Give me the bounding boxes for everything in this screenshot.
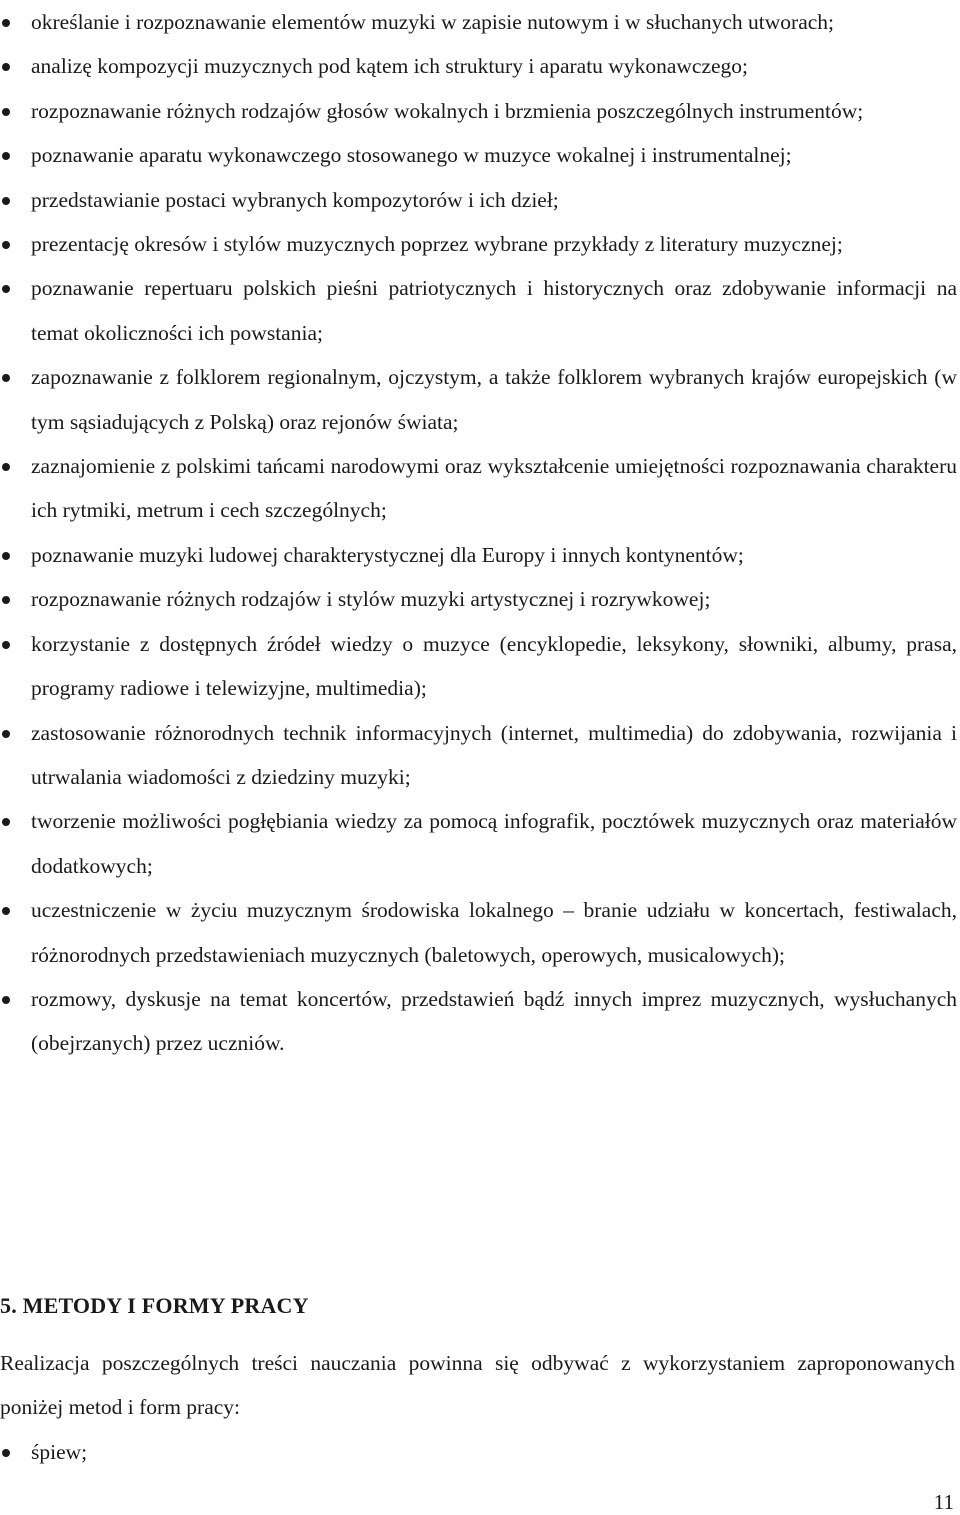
bullet-icon	[2, 818, 10, 826]
list-item: zastosowanie różnorodnych technik informacyjnych (internet, multimedia) do zdobywania, rozwijania i utrwalania wiadomości z dziedziny muzyki;	[0, 711, 957, 800]
bullet-icon	[2, 19, 10, 27]
bullet-icon	[2, 63, 10, 71]
list-item: śpiew;	[0, 1430, 957, 1474]
bullet-icon	[2, 108, 10, 116]
bullet-icon	[2, 285, 10, 293]
list-item: zapoznawanie z folklorem regionalnym, ojczystym, a także folklorem wybranych krajów europejskich (w tym sąsiadujących z Polską) oraz rejonów świata;	[0, 355, 957, 444]
list-item: zaznajomienie z polskimi tańcami narodowymi oraz wykształcenie umiejętności rozpoznawania charakteru ich rytmiki, metrum i cech szczególnych;	[0, 444, 957, 533]
bullet-icon	[2, 152, 10, 160]
list-item: korzystanie z dostępnych źródeł wiedzy o muzyce (encyklopedie, leksykony, słowniki, albumy, prasa, programy radiowe i telewizyjne, multimedia);	[0, 622, 957, 711]
bullet-icon	[2, 552, 10, 560]
list-item: prezentację okresów i stylów muzycznych poprzez wybrane przykłady z literatury muzycznej;	[0, 222, 957, 266]
page-number: 11	[933, 1490, 954, 1514]
bullet-icon	[2, 374, 10, 382]
bullet-icon	[2, 1449, 10, 1457]
list-item: przedstawianie postaci wybranych kompozytorów i ich dzieł;	[0, 178, 957, 222]
list-item: rozpoznawanie różnych rodzajów i stylów muzyki artystycznej i rozrywkowej;	[0, 577, 957, 621]
list-item: uczestniczenie w życiu muzycznym środowiska lokalnego – branie udziału w koncertach, festiwalach, różnorodnych przedstawieniach muzycznych (baletowych, operowych, musicalowych);	[0, 888, 957, 977]
bullet-icon	[2, 730, 10, 738]
list-item: rozpoznawanie różnych rodzajów głosów wokalnych i brzmienia poszczególnych instrumentów;	[0, 89, 957, 133]
bullet-icon	[2, 996, 10, 1004]
bullet-icon	[2, 641, 10, 649]
list-item: poznawanie aparatu wykonawczego stosowanego w muzyce wokalnej i instrumentalnej;	[0, 133, 957, 177]
section-heading: 5. METODY I FORMY PRACY	[0, 1293, 309, 1318]
bullet-icon	[2, 241, 10, 249]
bullet-icon	[2, 463, 10, 471]
bullet-icon	[2, 907, 10, 915]
list-item: analizę kompozycji muzycznych pod kątem ich struktury i aparatu wykonawczego;	[0, 44, 957, 88]
list-item: rozmowy, dyskusje na temat koncertów, przedstawień bądź innych imprez muzycznych, wysłuchanych (obejrzanych) przez uczniów.	[0, 977, 957, 1066]
bullet-icon	[2, 197, 10, 205]
intro-paragraph: Realizacja poszczególnych treści nauczania powinna się odbywać z wykorzystaniem zaproponowanych poniżej metod i form pracy:	[0, 1351, 955, 1419]
bullet-icon	[2, 596, 10, 604]
methods-bullet-list	[0, 1430, 957, 1474]
list-item: poznawanie muzyki ludowej charakterystycznej dla Europy i innych kontynentów;	[0, 533, 957, 577]
list-item: tworzenie możliwości pogłębiania wiedzy za pomocą infografik, pocztówek muzycznych oraz materiałów dodatkowych;	[0, 799, 957, 888]
list-item: poznawanie repertuaru polskich pieśni patriotycznych i historycznych oraz zdobywanie informacji na temat okoliczności ich powstania;	[0, 266, 957, 355]
list-item: określanie i rozpoznawanie elementów muzyki w zapisie nutowym i w słuchanych utworach;	[0, 0, 957, 44]
